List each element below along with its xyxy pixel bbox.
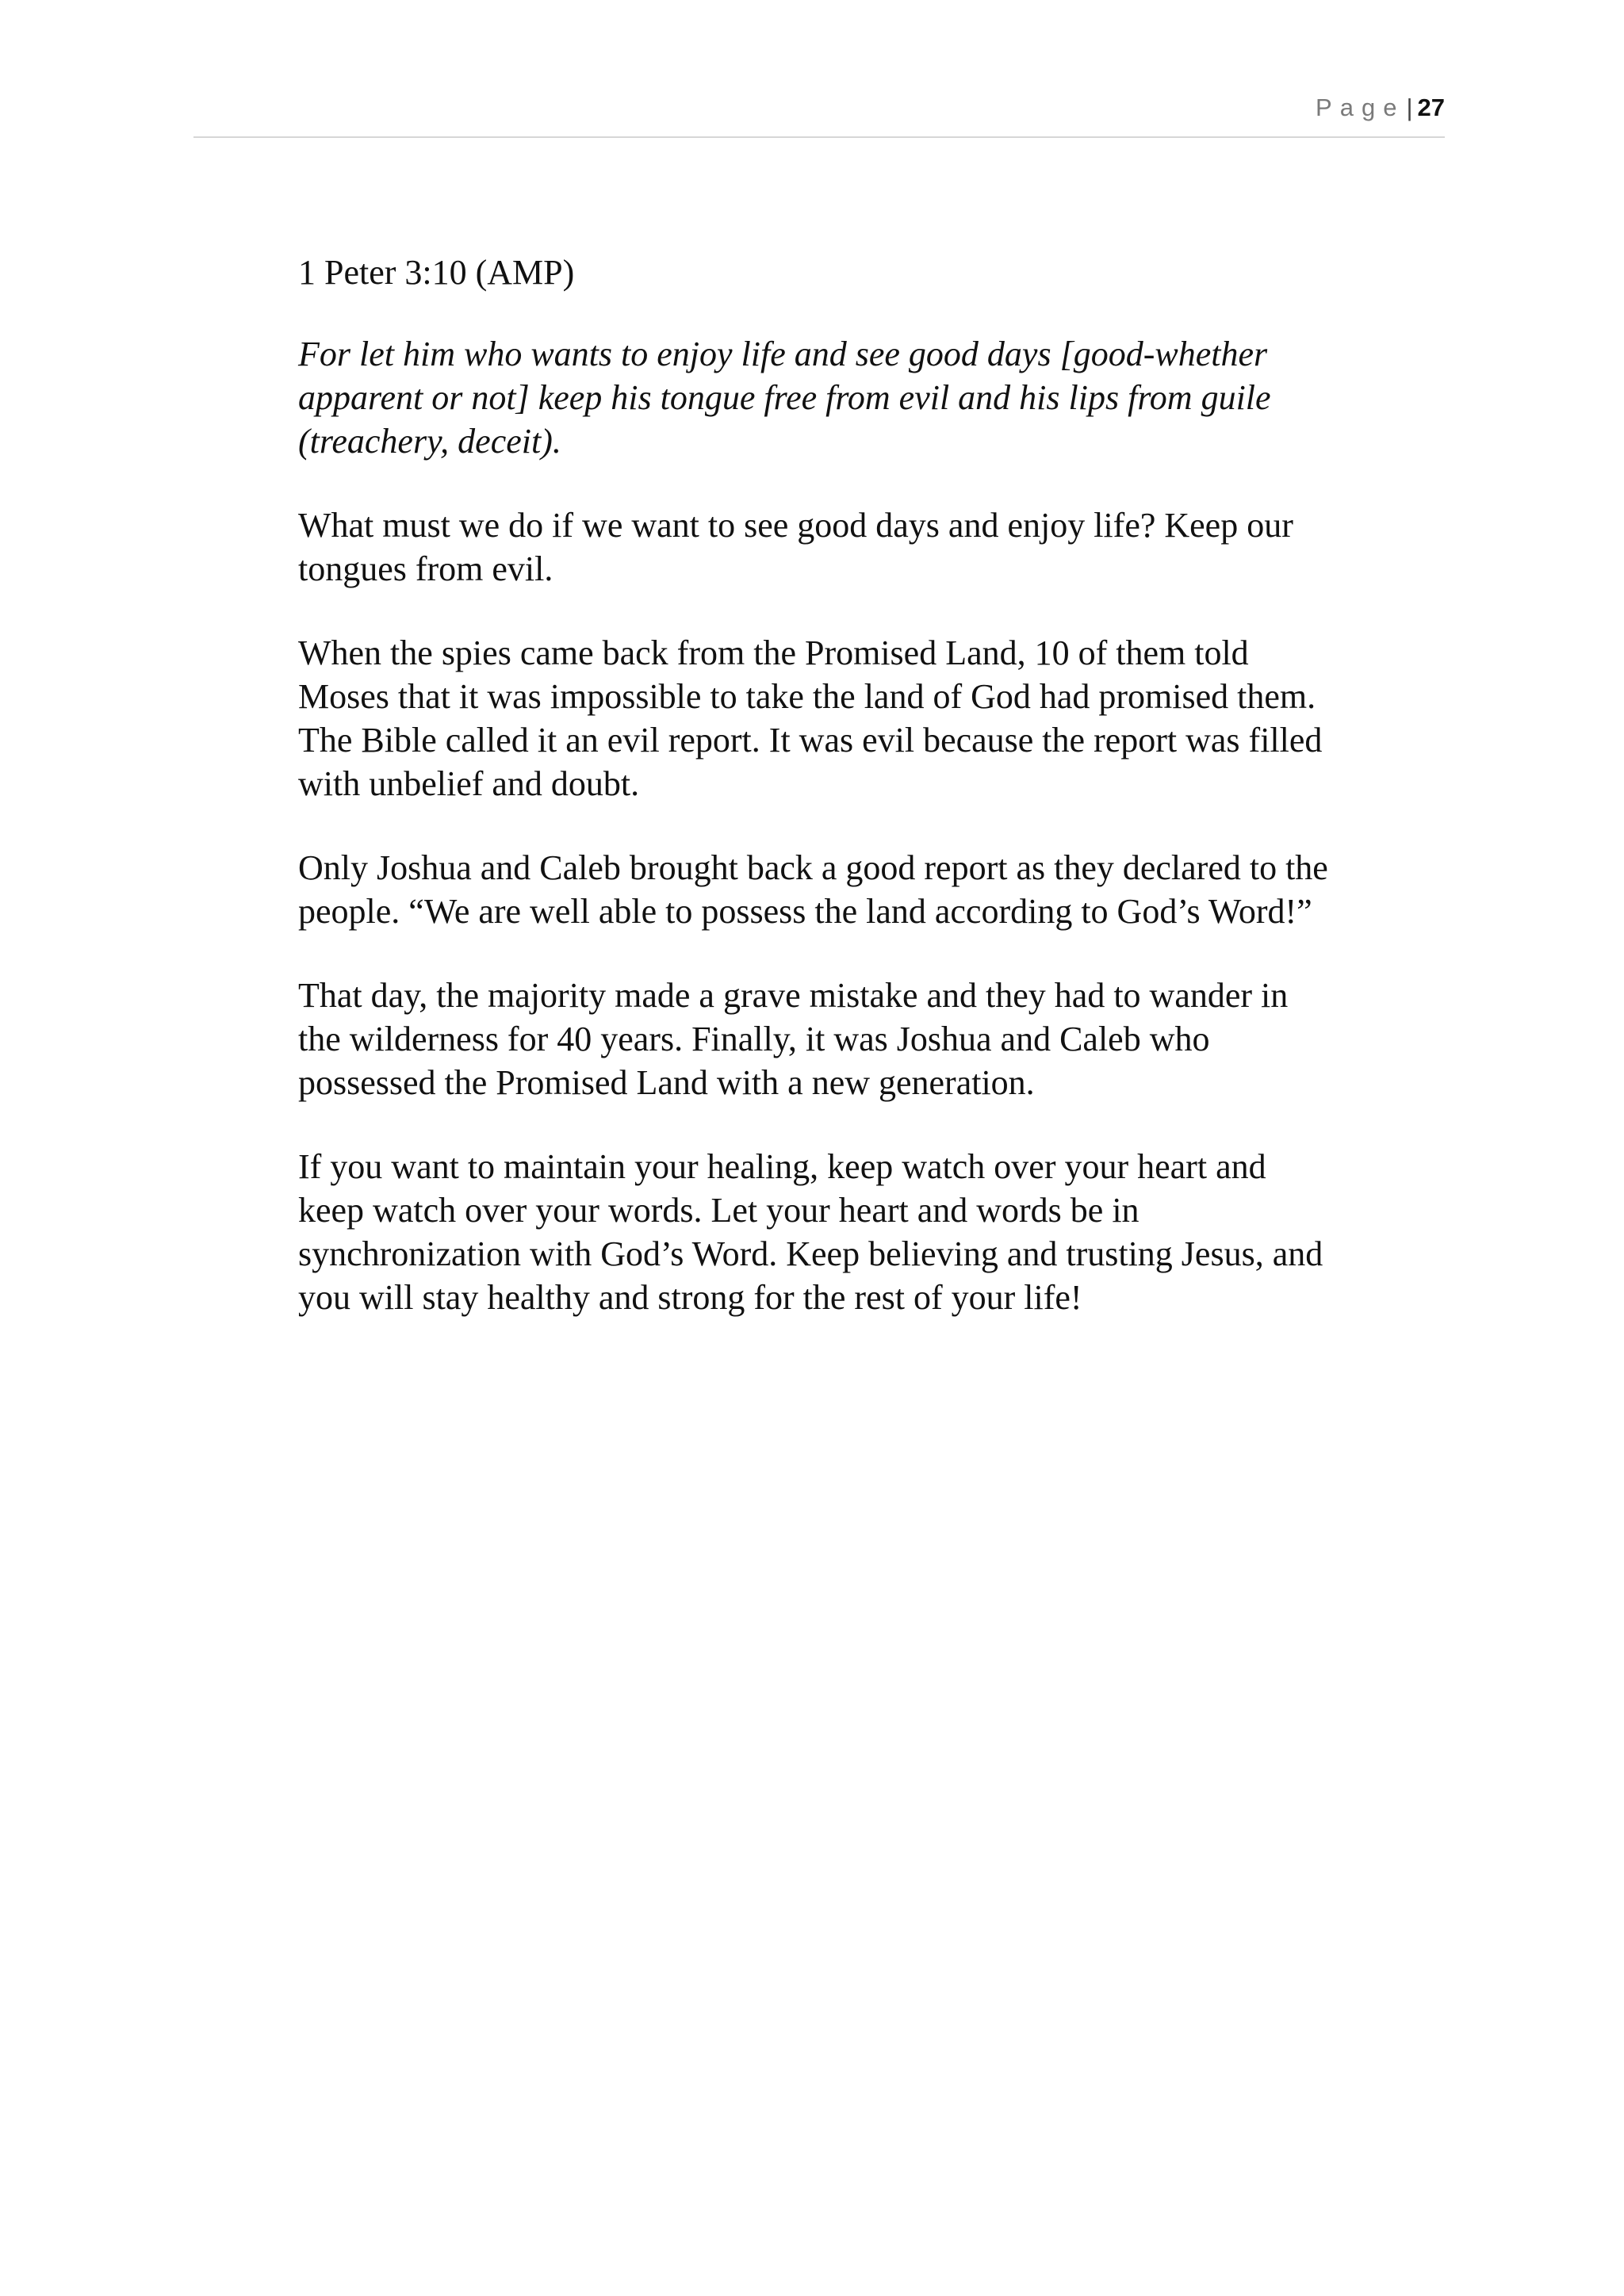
paragraph-maintain-healing xyxy=(298,1145,1456,1319)
text-line: Moses that it was impossible to take the land of God had promised them. xyxy=(298,677,1316,716)
page-number: 27 xyxy=(1417,94,1445,121)
text-line: Only Joshua and Caleb brought back a good report as they declared to the xyxy=(298,848,1328,887)
text-line: 1 Peter 3:10 (AMP) xyxy=(298,253,575,292)
text-line: possessed the Promised Land with a new generation. xyxy=(298,1063,1035,1102)
text-line: apparent or not] keep his tongue free from evil and his lips from guile xyxy=(298,378,1271,417)
page-separator: | xyxy=(1406,94,1413,121)
page-word: Page xyxy=(1316,94,1405,121)
text-line: you will stay healthy and strong for the rest of your life! xyxy=(298,1278,1082,1317)
text-line: the wilderness for 40 years. Finally, it was Joshua and Caleb who xyxy=(298,1020,1210,1058)
scripture-reference xyxy=(298,251,1456,294)
text-line: with unbelief and doubt. xyxy=(298,764,640,803)
text-line: tongues from evil. xyxy=(298,549,553,588)
page-header xyxy=(193,92,1445,138)
text-line: If you want to maintain your healing, keep watch over your heart and xyxy=(298,1147,1266,1186)
paragraph-joshua-caleb xyxy=(298,846,1456,933)
text-line: When the spies came back from the Promised Land, 10 of them told xyxy=(298,633,1249,672)
text-line: The Bible called it an evil report. It was evil because the report was filled xyxy=(298,721,1323,760)
text-line: (treachery, deceit). xyxy=(298,422,561,461)
paragraph-good-days xyxy=(298,503,1456,591)
page-body xyxy=(298,251,1456,1360)
text-line: synchronization with God’s Word. Keep believing and trusting Jesus, and xyxy=(298,1234,1323,1273)
text-line: What must we do if we want to see good days and enjoy life? Keep our xyxy=(298,506,1293,545)
scripture-verse xyxy=(298,332,1456,463)
text-line: That day, the majority made a grave mistake and they had to wander in xyxy=(298,976,1289,1015)
text-line: For let him who wants to enjoy life and see good days [good-whether xyxy=(298,335,1268,373)
paragraph-wilderness xyxy=(298,974,1456,1104)
text-line: keep watch over your words. Let your heart and words be in xyxy=(298,1191,1139,1230)
text-line: people. “We are well able to possess the land according to God’s Word!” xyxy=(298,892,1312,931)
page-number-label xyxy=(1316,92,1445,124)
paragraph-spies-report xyxy=(298,631,1456,806)
